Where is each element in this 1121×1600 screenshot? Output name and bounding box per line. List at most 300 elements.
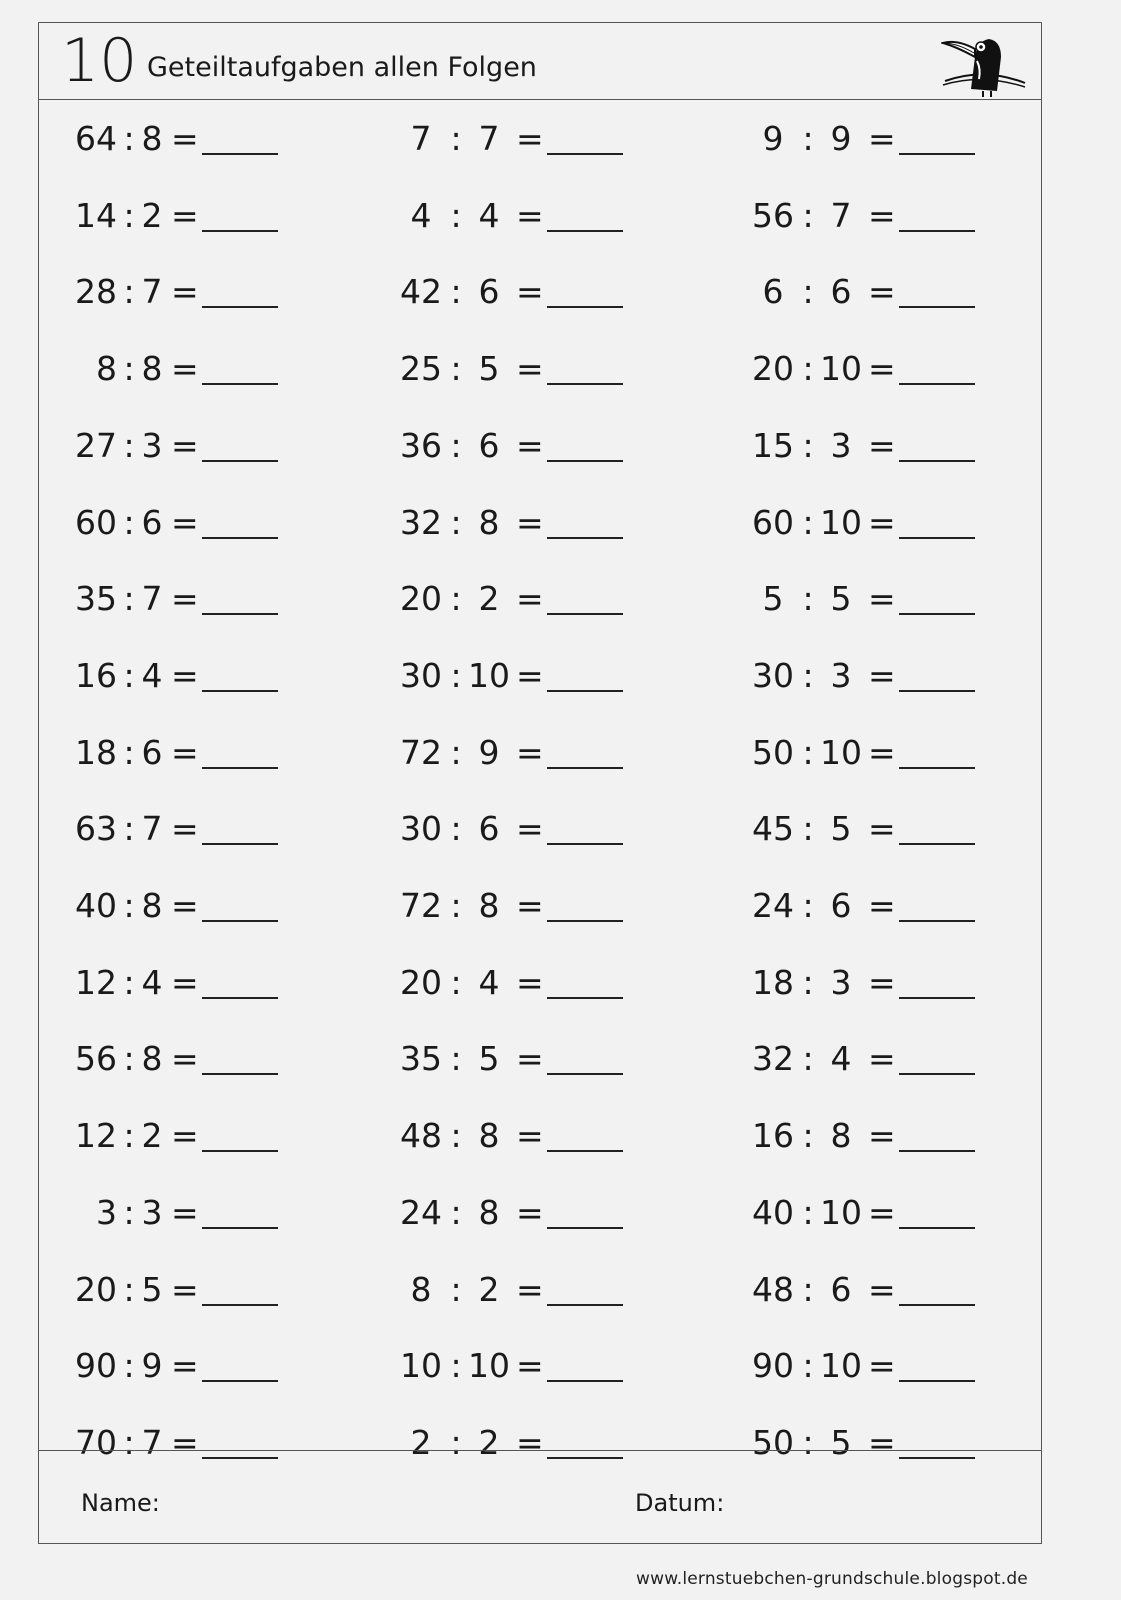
divisor: 3 — [141, 425, 163, 465]
dividend: 20 — [400, 579, 442, 619]
divisor: 4 — [830, 1039, 852, 1079]
dividend: 7 — [410, 119, 432, 158]
colon-symbol: : — [123, 195, 135, 235]
answer-blank[interactable] — [547, 383, 623, 385]
divisor: 5 — [830, 809, 852, 849]
task-row — [39, 111, 1041, 171]
colon-symbol: : — [450, 195, 462, 235]
divisor: 8 — [141, 886, 163, 925]
colon-symbol: : — [802, 1192, 814, 1232]
task-row — [39, 264, 1041, 324]
equals-symbol: = — [516, 119, 544, 158]
equals-symbol: = — [516, 502, 544, 542]
equals-symbol: = — [171, 425, 199, 465]
equals-symbol: = — [868, 1422, 896, 1462]
colon-symbol: : — [450, 272, 462, 312]
division-task — [39, 571, 339, 631]
division-task — [736, 341, 1036, 401]
divisor: 2 — [141, 195, 163, 235]
equals-symbol: = — [516, 1039, 544, 1079]
divisor: 6 — [478, 809, 500, 849]
division-task — [736, 571, 1036, 631]
equals-symbol: = — [171, 655, 199, 695]
division-task — [39, 1108, 339, 1168]
colon-symbol: : — [450, 1116, 462, 1156]
dividend: 70 — [75, 1422, 117, 1462]
dividend: 40 — [752, 1192, 794, 1232]
task-row — [39, 955, 1041, 1015]
dividend: 15 — [752, 425, 794, 465]
dividend: 8 — [96, 349, 117, 389]
divisor: 5 — [478, 349, 500, 389]
equals-symbol: = — [868, 349, 896, 389]
equals-symbol: = — [171, 195, 199, 235]
colon-symbol: : — [802, 579, 814, 619]
worksheet-header — [39, 23, 1041, 100]
dividend: 20 — [75, 1269, 117, 1309]
answer-blank[interactable] — [899, 1380, 975, 1382]
dividend: 90 — [752, 1346, 794, 1386]
dividend: 60 — [752, 502, 794, 542]
dividend: 40 — [75, 886, 117, 925]
dividend: 4 — [410, 195, 432, 235]
colon-symbol: : — [802, 809, 814, 849]
dividend: 20 — [752, 349, 794, 389]
division-task — [384, 801, 684, 861]
dividend: 9 — [762, 119, 784, 158]
answer-blank[interactable] — [547, 153, 623, 155]
divisor: 2 — [478, 579, 500, 619]
division-task — [39, 801, 339, 861]
division-task — [39, 495, 339, 555]
divisor: 6 — [830, 886, 852, 925]
colon-symbol: : — [123, 272, 135, 312]
dividend: 48 — [400, 1116, 442, 1156]
equals-symbol: = — [868, 425, 896, 465]
division-task — [384, 1108, 684, 1168]
equals-symbol: = — [171, 1039, 199, 1079]
colon-symbol: : — [123, 962, 135, 1002]
equals-symbol: = — [171, 272, 199, 312]
answer-blank[interactable] — [547, 1150, 623, 1152]
task-row — [39, 1262, 1041, 1322]
answer-blank[interactable] — [202, 537, 278, 539]
answer-blank[interactable] — [899, 383, 975, 385]
colon-symbol: : — [123, 655, 135, 695]
equals-symbol: = — [868, 195, 896, 235]
division-task — [736, 1338, 1036, 1398]
divisor: 3 — [830, 962, 852, 1002]
answer-blank[interactable] — [547, 690, 623, 692]
dividend: 3 — [96, 1192, 117, 1232]
dividend: 64 — [75, 119, 117, 158]
answer-blank[interactable] — [899, 537, 975, 539]
equals-symbol: = — [868, 962, 896, 1002]
answer-blank[interactable] — [899, 1304, 975, 1306]
answer-blank[interactable] — [899, 997, 975, 999]
colon-symbol: : — [123, 502, 135, 542]
dividend: 14 — [75, 195, 117, 235]
equals-symbol: = — [868, 1192, 896, 1232]
equals-symbol: = — [516, 732, 544, 772]
dividend: 24 — [752, 886, 794, 925]
divisor: 9 — [141, 1346, 163, 1386]
division-task — [384, 1338, 684, 1398]
equals-symbol: = — [868, 1346, 896, 1386]
colon-symbol: : — [450, 962, 462, 1002]
divisor: 6 — [141, 732, 163, 772]
colon-symbol: : — [802, 732, 814, 772]
sheet-number: 10 — [61, 26, 138, 96]
colon-symbol: : — [123, 1039, 135, 1079]
dividend: 30 — [400, 809, 442, 849]
answer-blank[interactable] — [202, 920, 278, 922]
division-task — [384, 955, 684, 1015]
colon-symbol: : — [123, 809, 135, 849]
division-task — [39, 264, 339, 324]
answer-blank[interactable] — [202, 1150, 278, 1152]
dividend: 72 — [400, 886, 442, 925]
answer-blank[interactable] — [899, 920, 975, 922]
dividend: 2 — [410, 1422, 432, 1462]
division-task — [384, 264, 684, 324]
colon-symbol: : — [123, 1346, 135, 1386]
answer-blank[interactable] — [202, 1380, 278, 1382]
division-task — [736, 648, 1036, 708]
equals-symbol: = — [171, 1269, 199, 1309]
answer-blank[interactable] — [202, 690, 278, 692]
task-row — [39, 725, 1041, 785]
colon-symbol: : — [802, 425, 814, 465]
date-label: Datum: — [635, 1489, 725, 1517]
colon-symbol: : — [123, 1192, 135, 1232]
colon-symbol: : — [123, 886, 135, 925]
dividend: 60 — [75, 502, 117, 542]
dividend: 12 — [75, 962, 117, 1002]
website-url: www.lernstuebchen-grundschule.blogspot.de — [636, 1569, 1028, 1589]
colon-symbol: : — [450, 502, 462, 542]
division-task — [384, 878, 684, 938]
division-task — [736, 955, 1036, 1015]
answer-blank[interactable] — [547, 1073, 623, 1075]
answer-blank[interactable] — [899, 153, 975, 155]
equals-symbol: = — [868, 732, 896, 772]
answer-blank[interactable] — [202, 153, 278, 155]
answer-blank[interactable] — [547, 843, 623, 845]
colon-symbol: : — [450, 1269, 462, 1309]
colon-symbol: : — [802, 1116, 814, 1156]
answer-blank[interactable] — [202, 230, 278, 232]
divisor: 2 — [141, 1116, 163, 1156]
equals-symbol: = — [171, 579, 199, 619]
division-task — [39, 1338, 339, 1398]
answer-blank[interactable] — [202, 843, 278, 845]
answer-blank[interactable] — [202, 460, 278, 462]
answer-blank[interactable] — [899, 690, 975, 692]
equals-symbol: = — [171, 1346, 199, 1386]
equals-symbol: = — [171, 502, 199, 542]
answer-blank[interactable] — [547, 613, 623, 615]
dividend: 8 — [410, 1269, 432, 1309]
task-row — [39, 1185, 1041, 1245]
colon-symbol: : — [123, 1422, 135, 1462]
divisor: 5 — [830, 1422, 852, 1462]
colon-symbol: : — [123, 425, 135, 465]
dividend: 27 — [75, 425, 117, 465]
equals-symbol: = — [868, 886, 896, 925]
dividend: 24 — [400, 1192, 442, 1232]
division-task — [39, 878, 339, 938]
divisor: 7 — [141, 579, 163, 619]
answer-blank[interactable] — [202, 1073, 278, 1075]
division-task — [384, 648, 684, 708]
colon-symbol: : — [123, 1269, 135, 1309]
divisor: 10 — [468, 1346, 510, 1386]
divisor: 6 — [830, 272, 852, 312]
equals-symbol: = — [171, 1192, 199, 1232]
divisor: 3 — [141, 1192, 163, 1232]
divisor: 4 — [141, 655, 163, 695]
toucan-icon — [941, 27, 1027, 97]
equals-symbol: = — [516, 1422, 544, 1462]
equals-symbol: = — [868, 1269, 896, 1309]
divisor: 9 — [478, 732, 500, 772]
division-task — [39, 418, 339, 478]
divisor: 8 — [478, 502, 500, 542]
divisor: 8 — [141, 119, 163, 158]
sheet-title: Geteiltaufgaben allen Folgen — [147, 52, 537, 83]
dividend: 25 — [400, 349, 442, 389]
division-task — [384, 341, 684, 401]
colon-symbol: : — [450, 579, 462, 619]
colon-symbol: : — [450, 809, 462, 849]
equals-symbol: = — [868, 1116, 896, 1156]
answer-blank[interactable] — [899, 230, 975, 232]
answer-blank[interactable] — [547, 997, 623, 999]
dividend: 18 — [75, 732, 117, 772]
dividend: 72 — [400, 732, 442, 772]
dividend: 56 — [752, 195, 794, 235]
equals-symbol: = — [171, 732, 199, 772]
divisor: 8 — [478, 1116, 500, 1156]
equals-symbol: = — [171, 1422, 199, 1462]
divisor: 4 — [478, 962, 500, 1002]
divisor: 9 — [830, 119, 852, 158]
divisor: 4 — [141, 962, 163, 1002]
colon-symbol: : — [450, 732, 462, 772]
answer-blank[interactable] — [202, 997, 278, 999]
colon-symbol: : — [802, 195, 814, 235]
colon-symbol: : — [450, 655, 462, 695]
task-row — [39, 801, 1041, 861]
answer-blank[interactable] — [899, 1227, 975, 1229]
divisor: 3 — [830, 655, 852, 695]
divisor: 4 — [478, 195, 500, 235]
colon-symbol: : — [802, 655, 814, 695]
answer-blank[interactable] — [202, 1227, 278, 1229]
division-task — [736, 188, 1036, 248]
equals-symbol: = — [516, 195, 544, 235]
dividend: 32 — [400, 502, 442, 542]
dividend: 12 — [75, 1116, 117, 1156]
colon-symbol: : — [123, 732, 135, 772]
dividend: 32 — [752, 1039, 794, 1079]
divisor: 2 — [478, 1422, 500, 1462]
answer-blank[interactable] — [547, 1227, 623, 1229]
dividend: 5 — [762, 579, 784, 619]
divisor: 10 — [820, 732, 862, 772]
colon-symbol: : — [450, 425, 462, 465]
dividend: 35 — [400, 1039, 442, 1079]
divisor: 10 — [820, 502, 862, 542]
division-task — [736, 1031, 1036, 1091]
answer-blank[interactable] — [899, 1150, 975, 1152]
divisor: 8 — [141, 1039, 163, 1079]
equals-symbol: = — [171, 1116, 199, 1156]
task-row — [39, 571, 1041, 631]
equals-symbol: = — [868, 579, 896, 619]
division-task — [39, 648, 339, 708]
divisor: 3 — [830, 425, 852, 465]
name-label: Name: — [81, 1489, 160, 1517]
division-task — [384, 495, 684, 555]
divisor: 7 — [830, 195, 852, 235]
task-row — [39, 418, 1041, 478]
colon-symbol: : — [802, 272, 814, 312]
equals-symbol: = — [516, 272, 544, 312]
division-task — [39, 1031, 339, 1091]
worksheet — [38, 22, 1042, 1544]
equals-symbol: = — [516, 886, 544, 925]
task-row — [39, 188, 1041, 248]
answer-blank[interactable] — [899, 767, 975, 769]
answer-blank[interactable] — [899, 613, 975, 615]
division-task — [384, 1185, 684, 1245]
equals-symbol: = — [516, 655, 544, 695]
task-row — [39, 878, 1041, 938]
answer-blank[interactable] — [202, 1304, 278, 1306]
equals-symbol: = — [868, 1039, 896, 1079]
division-task — [384, 1031, 684, 1091]
answer-blank[interactable] — [547, 767, 623, 769]
equals-symbol: = — [516, 425, 544, 465]
divisor: 5 — [141, 1269, 163, 1309]
division-task — [39, 341, 339, 401]
equals-symbol: = — [516, 1346, 544, 1386]
division-task — [384, 111, 684, 171]
division-task — [736, 1185, 1036, 1245]
divisor: 6 — [830, 1269, 852, 1309]
answer-blank[interactable] — [547, 306, 623, 308]
divisor: 10 — [820, 349, 862, 389]
answer-blank[interactable] — [202, 306, 278, 308]
colon-symbol: : — [802, 962, 814, 1002]
colon-symbol: : — [802, 1346, 814, 1386]
dividend: 16 — [75, 655, 117, 695]
colon-symbol: : — [450, 1192, 462, 1232]
division-task — [384, 418, 684, 478]
division-task — [39, 1262, 339, 1322]
answer-blank[interactable] — [547, 537, 623, 539]
equals-symbol: = — [516, 1192, 544, 1232]
answer-blank[interactable] — [899, 1073, 975, 1075]
answer-blank[interactable] — [899, 460, 975, 462]
equals-symbol: = — [868, 809, 896, 849]
division-task — [384, 188, 684, 248]
division-task — [736, 725, 1036, 785]
divisor: 8 — [141, 349, 163, 389]
answer-blank[interactable] — [547, 1304, 623, 1306]
division-task — [736, 264, 1036, 324]
task-row — [39, 1108, 1041, 1168]
dividend: 16 — [752, 1116, 794, 1156]
division-task — [736, 111, 1036, 171]
dividend: 48 — [752, 1269, 794, 1309]
equals-symbol: = — [516, 809, 544, 849]
equals-symbol: = — [171, 886, 199, 925]
divisor: 10 — [820, 1192, 862, 1232]
equals-symbol: = — [868, 272, 896, 312]
dividend: 56 — [75, 1039, 117, 1079]
answer-blank[interactable] — [202, 767, 278, 769]
equals-symbol: = — [171, 962, 199, 1002]
colon-symbol: : — [123, 579, 135, 619]
answer-blank[interactable] — [547, 230, 623, 232]
dividend: 10 — [400, 1346, 442, 1386]
answer-blank[interactable] — [547, 920, 623, 922]
division-task — [384, 571, 684, 631]
division-task — [39, 955, 339, 1015]
colon-symbol: : — [802, 1269, 814, 1309]
divisor: 7 — [478, 119, 500, 158]
division-task — [39, 188, 339, 248]
division-task — [736, 1108, 1036, 1168]
division-task — [384, 1262, 684, 1322]
colon-symbol: : — [450, 1346, 462, 1386]
equals-symbol: = — [516, 1269, 544, 1309]
colon-symbol: : — [802, 1422, 814, 1462]
answer-blank[interactable] — [547, 460, 623, 462]
colon-symbol: : — [450, 886, 462, 925]
divisor: 10 — [468, 655, 510, 695]
division-task — [736, 418, 1036, 478]
task-row — [39, 341, 1041, 401]
colon-symbol: : — [802, 349, 814, 389]
answer-blank[interactable] — [202, 613, 278, 615]
answer-blank[interactable] — [202, 383, 278, 385]
colon-symbol: : — [802, 502, 814, 542]
dividend: 28 — [75, 272, 117, 312]
equals-symbol: = — [171, 119, 199, 158]
divisor: 7 — [141, 809, 163, 849]
colon-symbol: : — [123, 119, 135, 158]
answer-blank[interactable] — [899, 843, 975, 845]
task-row — [39, 1338, 1041, 1398]
colon-symbol: : — [450, 1422, 462, 1462]
divisor: 8 — [478, 886, 500, 925]
dividend: 35 — [75, 579, 117, 619]
division-task — [736, 801, 1036, 861]
colon-symbol: : — [450, 1039, 462, 1079]
colon-symbol: : — [802, 119, 814, 158]
equals-symbol: = — [516, 579, 544, 619]
equals-symbol: = — [868, 655, 896, 695]
answer-blank[interactable] — [547, 1380, 623, 1382]
answer-blank[interactable] — [899, 306, 975, 308]
equals-symbol: = — [171, 809, 199, 849]
equals-symbol: = — [516, 1116, 544, 1156]
division-task — [39, 725, 339, 785]
